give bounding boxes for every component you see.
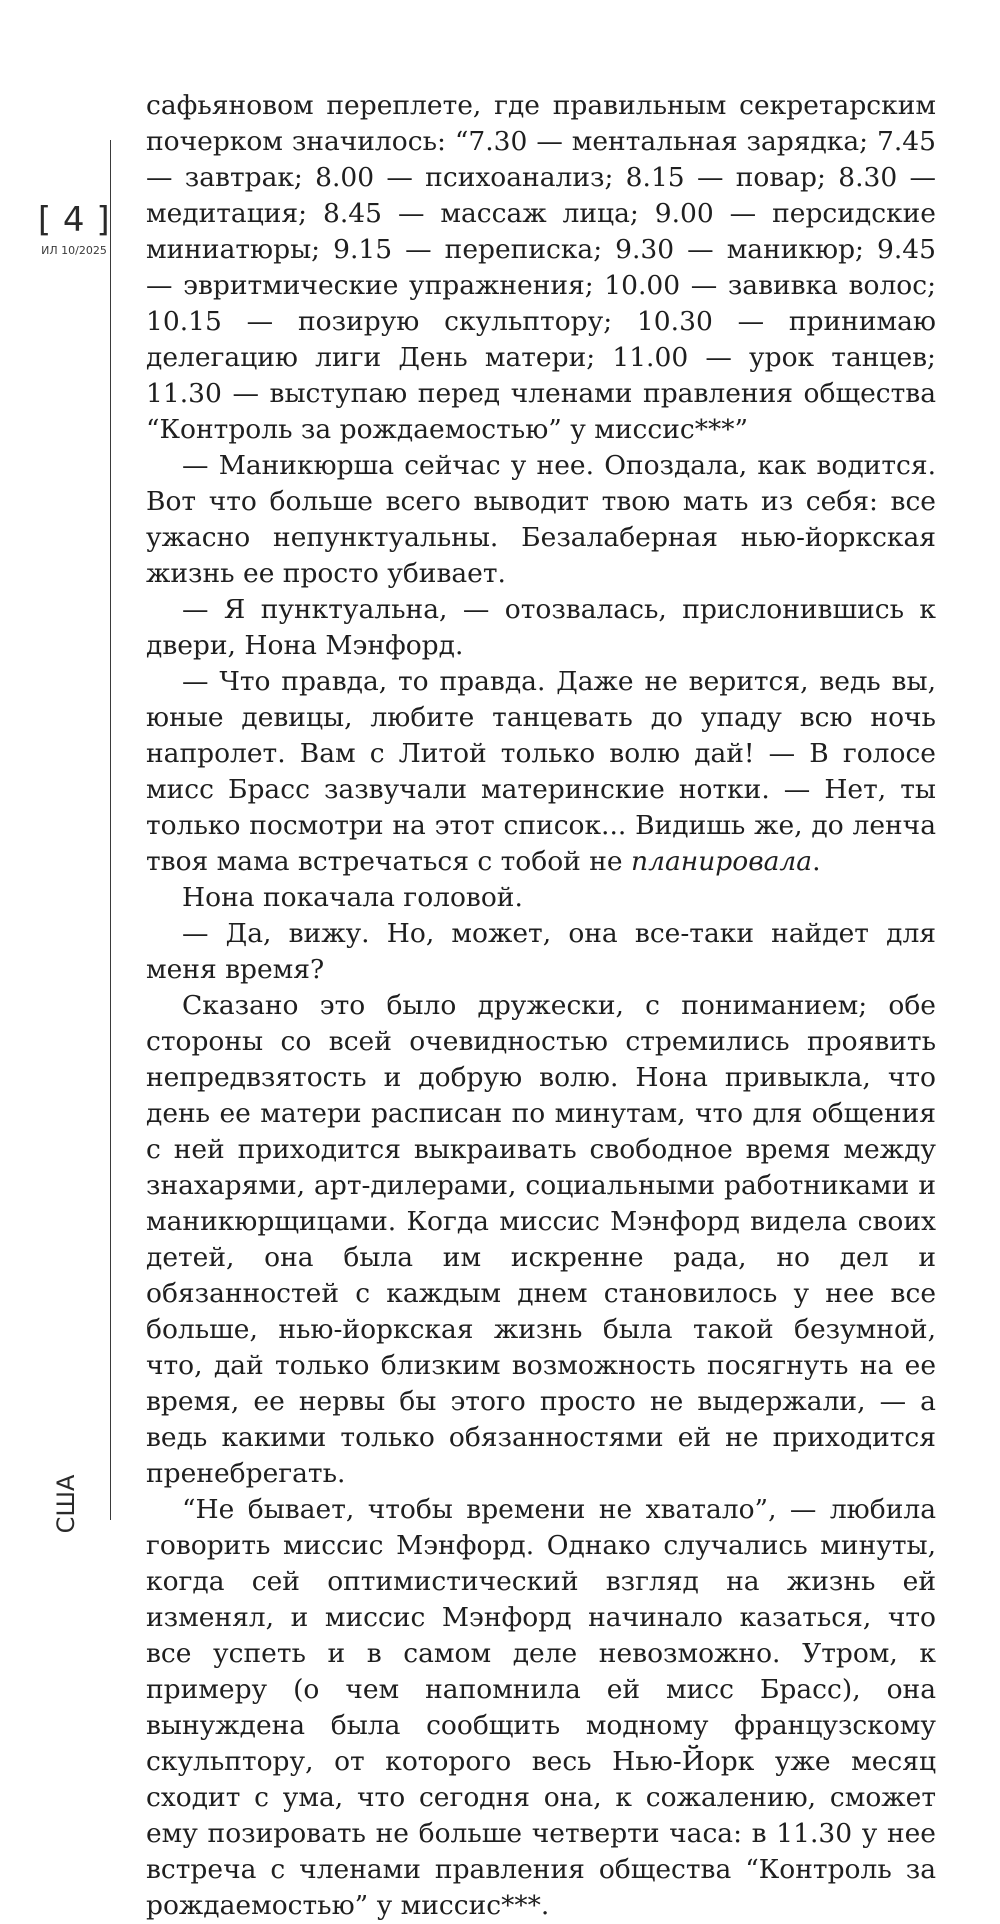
paragraph-miss-brass (146, 664, 936, 880)
paragraph-never-short-of-time: “Не бывает, чтобы времени не хватало”, — любила говорить миссис Мэнфорд. Однако случались минуты, когда сей оптимистический взгляд на жизнь ей изменял, и миссис Мэнфорд начинало казаться, что все успеть и в самом деле невозможно. Утром, к примеру (о чем напомнила ей мисс Брасс), она вынуждена была сообщить модному французскому скульптору, от которого весь Нью-Йорк уже месяц сходит с ума, что сегодня она, к сожалению, сможет ему позировать не больше четверти часа: в 11.30 у нее встреча с членами правления общества “Контроль за рождаемостью” у миссис***. (146, 1494, 936, 1921)
section-country-label: США (52, 1474, 80, 1534)
paragraph-miss-brass-text: — Что правда, то правда. Даже не верится, ведь вы, юные девицы, любите танцевать до упаду всю ночь напролет. Вам с Литой только волю дай! — В голосе мисс Брасс зазвучали материнские нотки. — Нет, ты только посмотри на этот список... Видишь же, до ленча твоя мама встречаться с тобой не (146, 666, 936, 877)
paragraph-nona-question: — Да, вижу. Но, может, она все-таки найдет для меня время? (146, 918, 936, 985)
italic-word-planned: планировала (631, 846, 813, 877)
paragraph-manicurist: — Маникюрша сейчас у нее. Опоздала, как водится. Вот что больше всего выводит твою мать из себя: все ужасно непунктуальны. Безалаберная нью-йоркская жизнь ее просто убивает. (146, 450, 936, 589)
journal-issue-label: ИЛ 10/2025 (41, 244, 107, 257)
paragraph-nona-punctual: — Я пунктуальна, — отозвалась, прислонившись к двери, Нона Мэнфорд. (146, 594, 936, 661)
body-text (146, 88, 936, 1924)
paragraph-nona-shook-head: Нона покачала головой. (182, 882, 523, 913)
paragraph-schedule-continuation: сафьяновом переплете, где правильным секретарским почерком значилось: “7.30 — ментальная зарядка; 7.45 — завтрак; 8.00 — психоанализ; 8.15 — повар; 8.30 — медитация; 8.45 — массаж лица; 9.00 — персидские миниатюры; 9.15 — переписка; 9.30 — маникюр; 9.45 — эвритмические упражнения; 10.00 — завивка волос; 10.15 — позирую скульптору; 10.30 — принимаю делегацию лиги День матери; 11.00 — урок танцев; 11.30 — выступаю перед членами правления общества “Контроль за рождаемостью” у миссис***” (146, 90, 936, 445)
margin-divider-line (110, 140, 111, 1520)
paragraph-friendly-said: Сказано это было дружески, с пониманием; обе стороны со всей очевидностью стремились проявить непредвзятость и добрую волю. Нона привыкла, что день ее матери расписан по минутам, что для общения с ней приходится выкраивать свободное время между знахарями, арт-дилерами, социальными работниками и маникюрщицами. Когда миссис Мэнфорд видела своих детей, она была им искренне рада, но дел и обязанностей с каждым днем становилось у нее все больше, нью-йоркская жизнь была такой безумной, что, дай только близким возможность посягнуть на ее время, ее нервы бы этого просто не выдержали, — а ведь какими только обязанностями ей не приходится пренебрегать. (146, 990, 936, 1489)
page-number: [ 4 ] (37, 200, 111, 240)
paragraph-miss-brass-end: . (812, 846, 821, 877)
